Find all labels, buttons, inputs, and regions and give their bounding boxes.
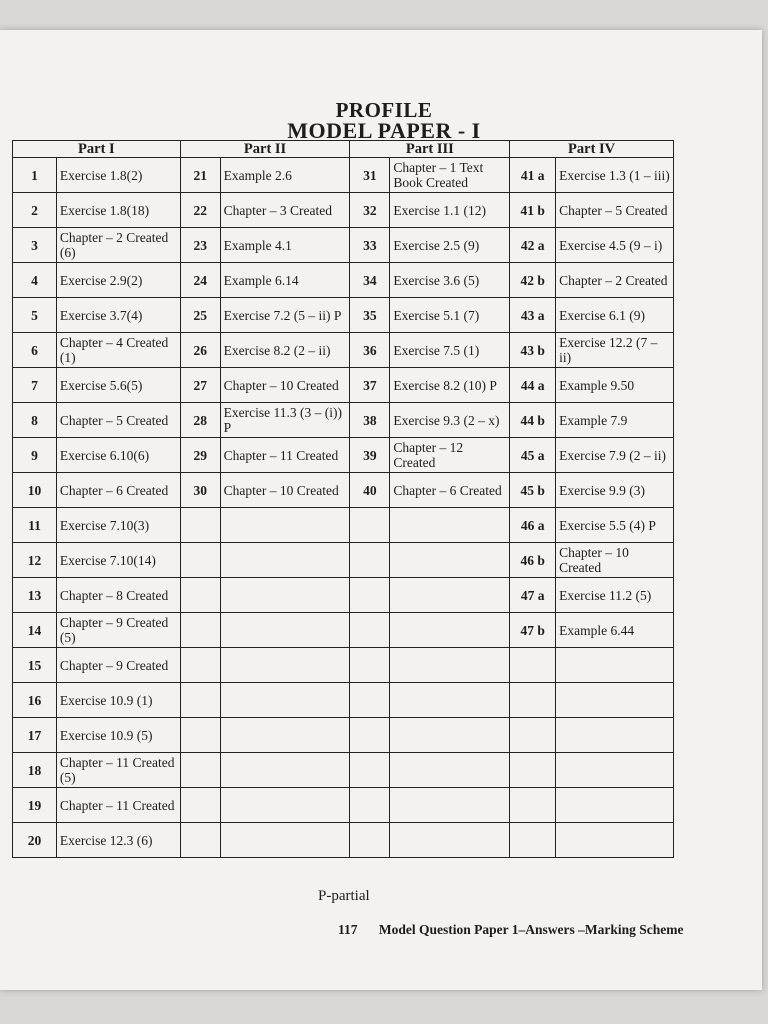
question-reference <box>390 683 510 718</box>
question-reference: Chapter – 6 Created <box>390 473 510 508</box>
question-number <box>350 823 390 858</box>
question-reference: Chapter – 1 Text Book Created <box>390 158 510 193</box>
question-reference: Chapter – 5 Created <box>556 193 674 228</box>
table-row <box>13 508 674 543</box>
question-number: 27 <box>180 368 220 403</box>
question-number: 35 <box>350 298 390 333</box>
question-reference: Chapter – 3 Created <box>220 193 350 228</box>
question-number: 31 <box>350 158 390 193</box>
profile-table <box>12 140 674 858</box>
question-number: 9 <box>13 438 57 473</box>
question-number: 36 <box>350 333 390 368</box>
question-number: 45 b <box>510 473 556 508</box>
question-reference: Chapter – 12 Created <box>390 438 510 473</box>
question-number <box>180 823 220 858</box>
question-reference: Chapter – 2 Created <box>556 263 674 298</box>
question-reference: Chapter – 10 Created <box>220 473 350 508</box>
question-number <box>350 613 390 648</box>
question-number: 1 <box>13 158 57 193</box>
question-reference <box>220 648 350 683</box>
question-number: 42 b <box>510 263 556 298</box>
table-row <box>13 368 674 403</box>
question-number: 7 <box>13 368 57 403</box>
table-row <box>13 648 674 683</box>
page-number: 117 <box>338 922 358 937</box>
table-row <box>13 193 674 228</box>
question-number <box>350 543 390 578</box>
header-part-1: Part I <box>13 141 181 158</box>
question-number: 46 b <box>510 543 556 578</box>
question-reference <box>220 823 350 858</box>
question-reference <box>390 613 510 648</box>
table-header-row <box>13 141 674 158</box>
question-number <box>510 823 556 858</box>
footer-note: P-partial <box>318 888 370 904</box>
question-reference: Exercise 1.8(2) <box>56 158 180 193</box>
question-reference: Exercise 2.9(2) <box>56 263 180 298</box>
question-reference: Chapter – 5 Created <box>56 403 180 438</box>
question-number: 19 <box>13 788 57 823</box>
question-reference: Exercise 8.2 (2 – ii) <box>220 333 350 368</box>
question-number: 33 <box>350 228 390 263</box>
question-reference <box>556 823 674 858</box>
question-reference <box>220 578 350 613</box>
question-reference <box>556 753 674 788</box>
question-reference: Chapter – 10 Created <box>556 543 674 578</box>
question-number <box>180 718 220 753</box>
question-number: 46 a <box>510 508 556 543</box>
table-row <box>13 823 674 858</box>
question-reference <box>220 753 350 788</box>
page-subtitle: MODEL PAPER - I <box>287 118 481 143</box>
table-row <box>13 228 674 263</box>
table-row <box>13 263 674 298</box>
question-reference: Exercise 7.10(14) <box>56 543 180 578</box>
question-number: 8 <box>13 403 57 438</box>
question-reference: Exercise 1.3 (1 – iii) <box>556 158 674 193</box>
table-row <box>13 543 674 578</box>
question-number: 47 b <box>510 613 556 648</box>
question-number: 47 a <box>510 578 556 613</box>
question-number: 44 a <box>510 368 556 403</box>
question-number: 42 a <box>510 228 556 263</box>
question-number: 37 <box>350 368 390 403</box>
question-number: 14 <box>13 613 57 648</box>
question-number <box>180 578 220 613</box>
question-reference: Exercise 9.9 (3) <box>556 473 674 508</box>
table-row <box>13 788 674 823</box>
header-part-4: Part IV <box>510 141 674 158</box>
question-number <box>350 788 390 823</box>
header-part-3: Part III <box>350 141 510 158</box>
question-number: 22 <box>180 193 220 228</box>
question-reference <box>220 543 350 578</box>
question-number <box>180 613 220 648</box>
question-reference: Exercise 2.5 (9) <box>390 228 510 263</box>
question-reference: Exercise 11.2 (5) <box>556 578 674 613</box>
question-reference: Chapter – 6 Created <box>56 473 180 508</box>
question-number <box>510 683 556 718</box>
table-row <box>13 613 674 648</box>
table-row <box>13 473 674 508</box>
question-reference: Chapter – 11 Created <box>220 438 350 473</box>
question-number: 45 a <box>510 438 556 473</box>
question-number <box>350 648 390 683</box>
question-reference: Chapter – 4 Created (1) <box>56 333 180 368</box>
question-number <box>180 753 220 788</box>
question-reference: Chapter – 9 Created (5) <box>56 613 180 648</box>
question-number: 43 b <box>510 333 556 368</box>
question-number: 2 <box>13 193 57 228</box>
question-number <box>350 508 390 543</box>
question-reference <box>390 823 510 858</box>
question-number <box>510 753 556 788</box>
question-reference: Exercise 7.9 (2 – ii) <box>556 438 674 473</box>
question-number: 13 <box>13 578 57 613</box>
question-reference: Exercise 9.3 (2 – x) <box>390 403 510 438</box>
question-reference: Exercise 11.3 (3 – (i)) P <box>220 403 350 438</box>
table-row <box>13 158 674 193</box>
question-number: 18 <box>13 753 57 788</box>
question-reference: Exercise 3.6 (5) <box>390 263 510 298</box>
question-number: 28 <box>180 403 220 438</box>
question-number: 40 <box>350 473 390 508</box>
question-reference: Exercise 12.2 (7 – ii) <box>556 333 674 368</box>
question-reference <box>220 683 350 718</box>
question-number: 39 <box>350 438 390 473</box>
question-reference: Chapter – 8 Created <box>56 578 180 613</box>
question-reference <box>556 648 674 683</box>
question-reference <box>390 788 510 823</box>
question-reference <box>390 508 510 543</box>
table-row <box>13 298 674 333</box>
table-row <box>13 753 674 788</box>
table-row <box>13 403 674 438</box>
question-reference: Exercise 1.1 (12) <box>390 193 510 228</box>
question-number: 12 <box>13 543 57 578</box>
question-reference <box>390 543 510 578</box>
question-number: 5 <box>13 298 57 333</box>
question-number: 15 <box>13 648 57 683</box>
question-reference <box>220 508 350 543</box>
question-number: 30 <box>180 473 220 508</box>
question-number: 4 <box>13 263 57 298</box>
question-reference: Exercise 7.2 (5 – ii) P <box>220 298 350 333</box>
question-reference: Exercise 1.8(18) <box>56 193 180 228</box>
question-reference <box>220 613 350 648</box>
question-reference: Exercise 8.2 (10) P <box>390 368 510 403</box>
question-number: 3 <box>13 228 57 263</box>
question-number <box>180 683 220 718</box>
question-number <box>510 718 556 753</box>
question-reference <box>390 648 510 683</box>
question-reference: Exercise 3.7(4) <box>56 298 180 333</box>
question-reference <box>220 718 350 753</box>
question-number <box>510 788 556 823</box>
question-reference: Example 6.14 <box>220 263 350 298</box>
question-reference: Exercise 10.9 (5) <box>56 718 180 753</box>
header-part-2: Part II <box>180 141 350 158</box>
question-number: 10 <box>13 473 57 508</box>
question-reference: Exercise 5.1 (7) <box>390 298 510 333</box>
question-reference <box>556 718 674 753</box>
question-reference: Exercise 12.3 (6) <box>56 823 180 858</box>
question-number: 44 b <box>510 403 556 438</box>
question-reference: Exercise 6.10(6) <box>56 438 180 473</box>
question-number <box>510 648 556 683</box>
question-reference <box>390 718 510 753</box>
page-title: PROFILE <box>335 98 433 122</box>
question-number: 43 a <box>510 298 556 333</box>
table-row <box>13 683 674 718</box>
question-reference: Exercise 4.5 (9 – i) <box>556 228 674 263</box>
question-number <box>350 718 390 753</box>
question-number: 29 <box>180 438 220 473</box>
question-reference: Chapter – 10 Created <box>220 368 350 403</box>
question-reference: Chapter – 11 Created <box>56 788 180 823</box>
question-number: 34 <box>350 263 390 298</box>
question-reference: Example 6.44 <box>556 613 674 648</box>
question-number <box>180 508 220 543</box>
question-number: 26 <box>180 333 220 368</box>
question-reference: Chapter – 2 Created (6) <box>56 228 180 263</box>
question-number <box>350 683 390 718</box>
question-reference: Exercise 10.9 (1) <box>56 683 180 718</box>
question-number: 11 <box>13 508 57 543</box>
question-number: 41 a <box>510 158 556 193</box>
question-reference <box>220 788 350 823</box>
question-number: 23 <box>180 228 220 263</box>
question-reference: Exercise 6.1 (9) <box>556 298 674 333</box>
table-row <box>13 333 674 368</box>
question-number: 32 <box>350 193 390 228</box>
question-number: 41 b <box>510 193 556 228</box>
question-reference: Example 7.9 <box>556 403 674 438</box>
question-number <box>180 543 220 578</box>
question-reference: Chapter – 11 Created (5) <box>56 753 180 788</box>
question-reference <box>390 578 510 613</box>
question-reference: Exercise 5.5 (4) P <box>556 508 674 543</box>
question-reference: Example 9.50 <box>556 368 674 403</box>
question-number <box>350 578 390 613</box>
question-reference: Exercise 7.5 (1) <box>390 333 510 368</box>
question-number: 25 <box>180 298 220 333</box>
question-reference <box>556 788 674 823</box>
question-reference <box>390 753 510 788</box>
question-number: 21 <box>180 158 220 193</box>
question-reference: Example 4.1 <box>220 228 350 263</box>
table-row <box>13 718 674 753</box>
question-number: 20 <box>13 823 57 858</box>
question-reference: Example 2.6 <box>220 158 350 193</box>
question-number <box>180 788 220 823</box>
running-title: Model Question Paper 1–Answers –Marking Scheme <box>378 922 684 937</box>
question-number: 24 <box>180 263 220 298</box>
table-row <box>13 438 674 473</box>
question-number: 16 <box>13 683 57 718</box>
question-number: 17 <box>13 718 57 753</box>
question-number: 6 <box>13 333 57 368</box>
table-row <box>13 578 674 613</box>
question-reference: Chapter – 9 Created <box>56 648 180 683</box>
question-reference: Exercise 5.6(5) <box>56 368 180 403</box>
page-footer <box>338 922 684 938</box>
question-reference <box>556 683 674 718</box>
question-number <box>180 648 220 683</box>
question-reference: Exercise 7.10(3) <box>56 508 180 543</box>
question-number <box>350 753 390 788</box>
question-number: 38 <box>350 403 390 438</box>
